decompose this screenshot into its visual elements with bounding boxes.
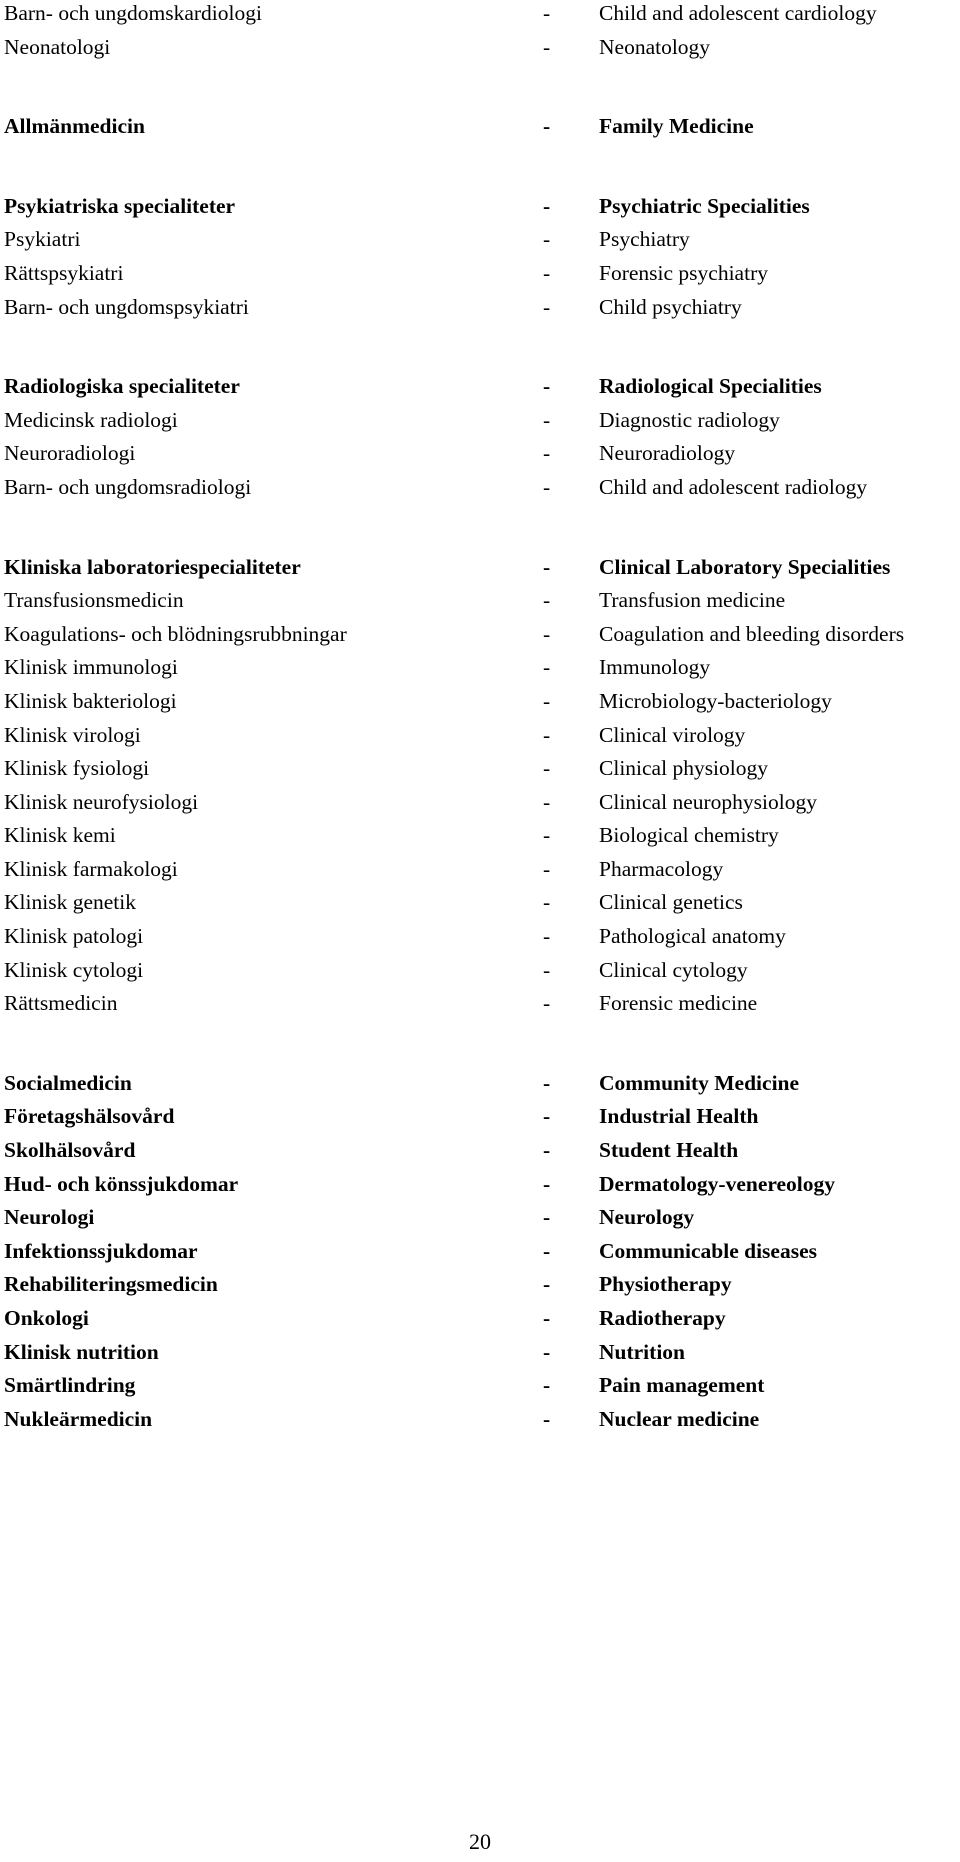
entry-row [4, 587, 956, 621]
english-term: Forensic psychiatry [599, 260, 768, 285]
heading-row [4, 1406, 956, 1440]
separator-dash: - [543, 789, 551, 814]
entry-row [4, 957, 956, 991]
swedish-term: Neonatologi [4, 34, 111, 59]
english-term: Psychiatry [599, 227, 690, 252]
english-term: Pathological anatomy [599, 924, 786, 949]
swedish-term: Allmänmedicin [4, 114, 145, 139]
swedish-term: Smärtlindring [4, 1373, 136, 1398]
heading-row [4, 1103, 956, 1137]
entry-row [4, 755, 956, 789]
entry-row [4, 407, 956, 441]
entry-row [4, 654, 956, 688]
separator-dash: - [543, 924, 551, 949]
english-term: Clinical cytology [599, 957, 748, 982]
entry-row [4, 688, 956, 722]
separator-dash: - [543, 688, 551, 713]
separator-dash: - [543, 856, 551, 881]
separator-dash: - [543, 114, 551, 139]
swedish-term: Klinisk genetik [4, 890, 136, 915]
heading-row [4, 1070, 956, 1104]
separator-dash: - [543, 441, 551, 466]
swedish-term: Barn- och ungdomskardiologi [4, 1, 262, 25]
page-number: 20 [469, 1829, 491, 1854]
entry-row [4, 34, 956, 68]
english-term: Child psychiatry [599, 294, 742, 319]
section [4, 193, 956, 327]
section [4, 373, 956, 507]
english-term: Clinical virology [599, 722, 746, 747]
swedish-term: Psykiatri [4, 227, 81, 252]
separator-dash: - [543, 655, 551, 680]
english-term: Psychiatric Specialities [599, 193, 810, 218]
english-term: Student Health [599, 1138, 739, 1163]
swedish-term: Neuroradiologi [4, 441, 136, 466]
swedish-term: Klinisk farmakologi [4, 856, 178, 881]
separator-dash: - [543, 1, 551, 25]
heading-row [4, 193, 956, 227]
section-gap [4, 1024, 956, 1070]
english-term: Radiological Specialities [599, 374, 822, 399]
swedish-term: Kliniska laboratoriespecialiteter [4, 554, 301, 579]
separator-dash: - [543, 588, 551, 613]
separator-dash: - [543, 407, 551, 432]
separator-dash: - [543, 1272, 551, 1297]
english-term: Child and adolescent cardiology [599, 1, 877, 25]
section-gap [4, 508, 956, 554]
heading-row [4, 1271, 956, 1305]
separator-dash: - [543, 1339, 551, 1364]
heading-row [4, 113, 956, 147]
separator-dash: - [543, 957, 551, 982]
separator-dash: - [543, 260, 551, 285]
separator-dash: - [543, 1238, 551, 1263]
swedish-term: Klinisk kemi [4, 823, 116, 848]
english-term: Coagulation and bleeding disorders [599, 621, 905, 646]
swedish-term: Barn- och ungdomsradiologi [4, 474, 252, 499]
separator-dash: - [543, 1373, 551, 1398]
separator-dash: - [543, 1070, 551, 1095]
english-term: Biological chemistry [599, 823, 779, 848]
english-term: Clinical neurophysiology [599, 789, 817, 814]
entry-row [4, 294, 956, 328]
heading-row [4, 1238, 956, 1272]
swedish-term: Barn- och ungdomspsykiatri [4, 294, 249, 319]
swedish-term: Koagulations- och blödningsrubbningar [4, 621, 347, 646]
swedish-term: Rehabiliteringsmedicin [4, 1272, 218, 1297]
section [4, 0, 956, 67]
separator-dash: - [543, 890, 551, 915]
swedish-term: Klinisk bakteriologi [4, 688, 177, 713]
english-term: Neonatology [599, 34, 711, 59]
swedish-term: Klinisk fysiologi [4, 756, 150, 781]
english-term: Pharmacology [599, 856, 724, 881]
section [4, 1070, 956, 1440]
entry-row [4, 0, 956, 34]
separator-dash: - [543, 1306, 551, 1330]
entry-row [4, 260, 956, 294]
swedish-term: Psykiatriska specialiteter [4, 193, 236, 218]
english-term: Family Medicine [599, 114, 754, 139]
entry-row [4, 440, 956, 474]
swedish-term: Rättspsykiatri [4, 260, 124, 285]
english-term: Pain management [599, 1373, 765, 1398]
entry-row [4, 226, 956, 260]
section [4, 554, 956, 1024]
english-term: Clinical Laboratory Specialities [599, 554, 891, 579]
swedish-term: Klinisk nutrition [4, 1339, 159, 1364]
section-gap [4, 67, 956, 113]
heading-row [4, 1339, 956, 1373]
swedish-term: Klinisk neurofysiologi [4, 789, 199, 814]
separator-dash: - [543, 34, 551, 59]
separator-dash: - [543, 554, 551, 579]
english-term: Neurology [599, 1205, 695, 1230]
swedish-term: Företagshälsovård [4, 1104, 175, 1129]
entry-row [4, 856, 956, 890]
separator-dash: - [543, 1171, 551, 1196]
heading-row [4, 1372, 956, 1406]
separator-dash: - [543, 193, 551, 218]
separator-dash: - [543, 1104, 551, 1129]
english-term: Transfusion medicine [599, 588, 786, 613]
entry-row [4, 822, 956, 856]
swedish-term: Klinisk cytologi [4, 957, 144, 982]
english-term: Microbiology-bacteriology [599, 688, 832, 713]
swedish-term: Neurologi [4, 1205, 95, 1230]
swedish-term: Transfusionsmedicin [4, 588, 184, 613]
entry-row [4, 789, 956, 823]
swedish-term: Socialmedicin [4, 1070, 132, 1095]
heading-row [4, 1137, 956, 1171]
specialty-translation-list [4, 0, 956, 1439]
heading-row [4, 554, 956, 588]
english-term: Clinical physiology [599, 756, 769, 781]
separator-dash: - [543, 1138, 551, 1163]
separator-dash: - [543, 294, 551, 319]
separator-dash: - [543, 823, 551, 848]
english-term: Industrial Health [599, 1104, 759, 1129]
english-term: Forensic medicine [599, 991, 758, 1016]
swedish-term: Onkologi [4, 1306, 89, 1330]
section-gap [4, 147, 956, 193]
heading-row [4, 1204, 956, 1238]
english-term: Child and adolescent radiology [599, 474, 868, 499]
heading-row [4, 1305, 956, 1339]
english-term: Community Medicine [599, 1070, 800, 1095]
section-gap [4, 327, 956, 373]
entry-row [4, 889, 956, 923]
swedish-term: Radiologiska specialiteter [4, 374, 240, 399]
separator-dash: - [543, 1406, 551, 1431]
swedish-term: Hud- och könssjukdomar [4, 1171, 239, 1196]
english-term: Diagnostic radiology [599, 407, 780, 432]
separator-dash: - [543, 756, 551, 781]
swedish-term: Infektionssjukdomar [4, 1238, 198, 1263]
swedish-term: Skolhälsovård [4, 1138, 136, 1163]
swedish-term: Medicinsk radiologi [4, 407, 178, 432]
heading-row [4, 373, 956, 407]
separator-dash: - [543, 1205, 551, 1230]
entry-row [4, 474, 956, 508]
entry-row [4, 923, 956, 957]
entry-row [4, 990, 956, 1024]
swedish-term: Nukleärmedicin [4, 1406, 153, 1431]
english-term: Immunology [599, 655, 711, 680]
separator-dash: - [543, 621, 551, 646]
separator-dash: - [543, 474, 551, 499]
swedish-term: Klinisk virologi [4, 722, 141, 747]
swedish-term: Klinisk patologi [4, 924, 144, 949]
english-term: Clinical genetics [599, 890, 743, 915]
entry-row [4, 621, 956, 655]
english-term: Nutrition [599, 1339, 685, 1364]
english-term: Communicable diseases [599, 1238, 817, 1263]
english-term: Dermatology-venereology [599, 1171, 836, 1196]
swedish-term: Klinisk immunologi [4, 655, 178, 680]
entry-row [4, 722, 956, 756]
english-term: Neuroradiology [599, 441, 736, 466]
heading-row [4, 1171, 956, 1205]
swedish-term: Rättsmedicin [4, 991, 118, 1016]
separator-dash: - [543, 722, 551, 747]
english-term: Nuclear medicine [599, 1406, 760, 1431]
english-term: Radiotherapy [599, 1306, 726, 1330]
separator-dash: - [543, 374, 551, 399]
separator-dash: - [543, 227, 551, 252]
section [4, 113, 956, 147]
english-term: Physiotherapy [599, 1272, 732, 1297]
separator-dash: - [543, 991, 551, 1016]
